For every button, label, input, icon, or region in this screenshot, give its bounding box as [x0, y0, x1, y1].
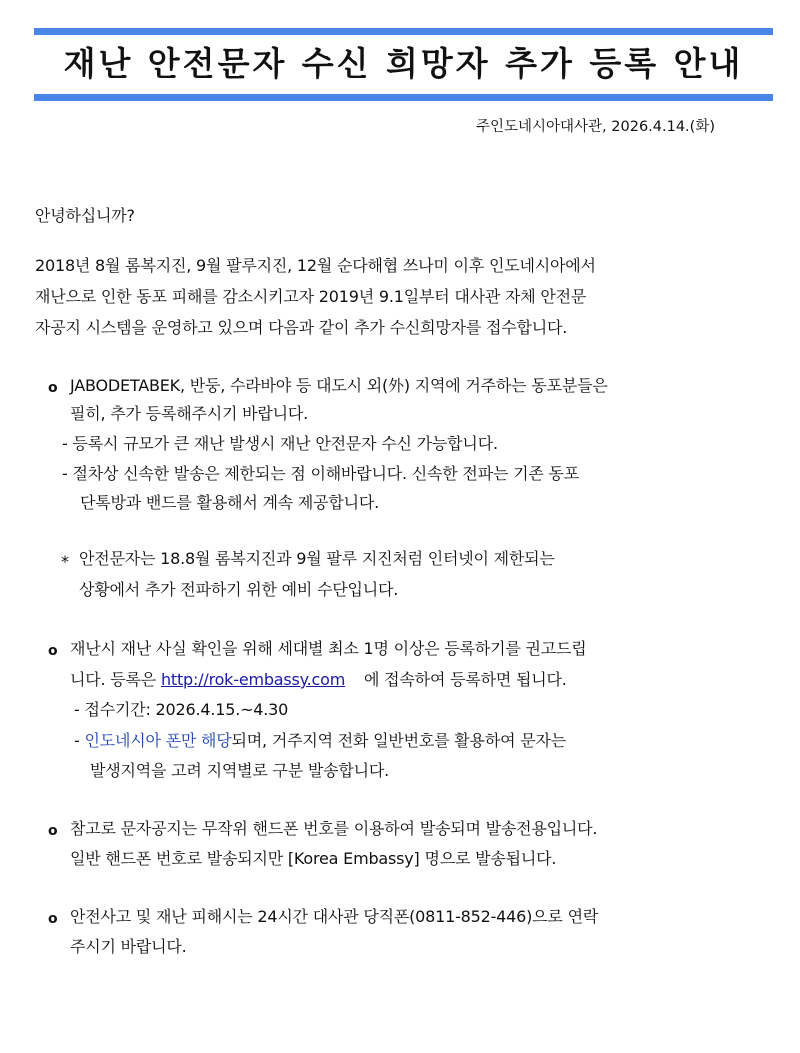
page-title: 재난 안전문자 수신 희망자 추가 등록 안내 [63, 44, 744, 83]
bullet-1-sub-2-line-2: 단톡방과 밴드를 활용해서 계속 제공합니다. [80, 493, 380, 512]
bullet-2-sub-2-dash: - [74, 731, 80, 750]
bullet-3-line-2: 일반 핸드폰 번호로 발송되지만 [Korea Embassy] 명으로 발송됩니다. [70, 849, 557, 868]
bullet-3-line-1: 참고로 문자공지는 무작위 핸드폰 번호를 이용하여 발송되며 발송전용입니다. [70, 819, 598, 838]
bullet-2-sub-2-line-1 [74, 731, 566, 751]
bullet-4-line-2: 주시기 바랍니다. [70, 937, 187, 956]
registration-link[interactable]: http://rok-embassy.com [160, 670, 346, 689]
bullet-marker: o [48, 643, 58, 659]
intro-line-3: 자공지 시스템을 운영하고 있으며 다음과 같이 추가 수신희망자를 접수합니다. [35, 318, 568, 337]
bullet-marker: o [48, 823, 58, 839]
intro-line-2: 재난으로 인한 동포 피해를 감소시키고자 2019년 9.1일부터 대사관 자체 안전문 [35, 287, 587, 306]
note-line-1: 안전문자는 18.8월 롬복지진과 9월 팔루 지진처럼 인터넷이 제한되는 [79, 549, 555, 568]
bullet-2-line-2-prefix: 니다. 등록은 [70, 670, 157, 689]
bullet-1-sub-1: - 등록시 규모가 큰 재난 발생시 재난 안전문자 수신 가능합니다. [62, 434, 498, 453]
note-line-2: 상황에서 추가 전파하기 위한 예비 수단입니다. [79, 580, 399, 599]
bullet-1-line-1: JABODETABEK, 반둥, 수라바야 등 대도시 외(外) 지역에 거주하는 동포분들은 [70, 376, 608, 395]
header-bottom-bar [34, 94, 773, 101]
intro-line-1: 2018년 8월 롬복지진, 9월 팔루지진, 12월 순다해협 쓰나미 이후 인도네시아에서 [35, 256, 596, 275]
bullet-2-sub-2-rest: 되며, 거주지역 전화 일반번호를 활용하여 문자는 [231, 731, 566, 750]
greeting: 안녕하십니까? [35, 206, 135, 225]
bullet-2-line-2-suffix: 에 접속하여 등록하면 됩니다. [364, 670, 567, 689]
bullet-2-sub-2-line-2: 발생지역을 고려 지역별로 구분 발송합니다. [90, 761, 390, 780]
note-marker: * [61, 552, 69, 571]
header-top-bar [34, 28, 773, 35]
bullet-marker: o [48, 911, 58, 927]
bullet-1-line-2: 필히, 추가 등록해주시기 바랍니다. [70, 404, 309, 423]
dateline: 주인도네시아대사관, 2026.4.14.(화) [475, 119, 715, 135]
bullet-1-sub-2-line-1: - 절차상 신속한 발송은 제한되는 점 이해바랍니다. 신속한 전파는 기존 동포 [62, 464, 579, 483]
bullet-4-line-1: 안전사고 및 재난 피해시는 24시간 대사관 당직폰(0811-852-446)으로 연락 [70, 907, 599, 926]
bullet-2-sub-1: - 접수기간: 2026.4.15.~4.30 [74, 700, 289, 719]
bullet-marker: o [48, 380, 58, 396]
bullet-2-line-1: 재난시 재난 사실 확인을 위해 세대별 최소 1명 이상은 등록하기를 권고드립 [70, 639, 587, 658]
bullet-2-highlight: 인도네시아 폰만 해당 [84, 731, 232, 750]
bullet-2-line-2 [70, 670, 567, 690]
